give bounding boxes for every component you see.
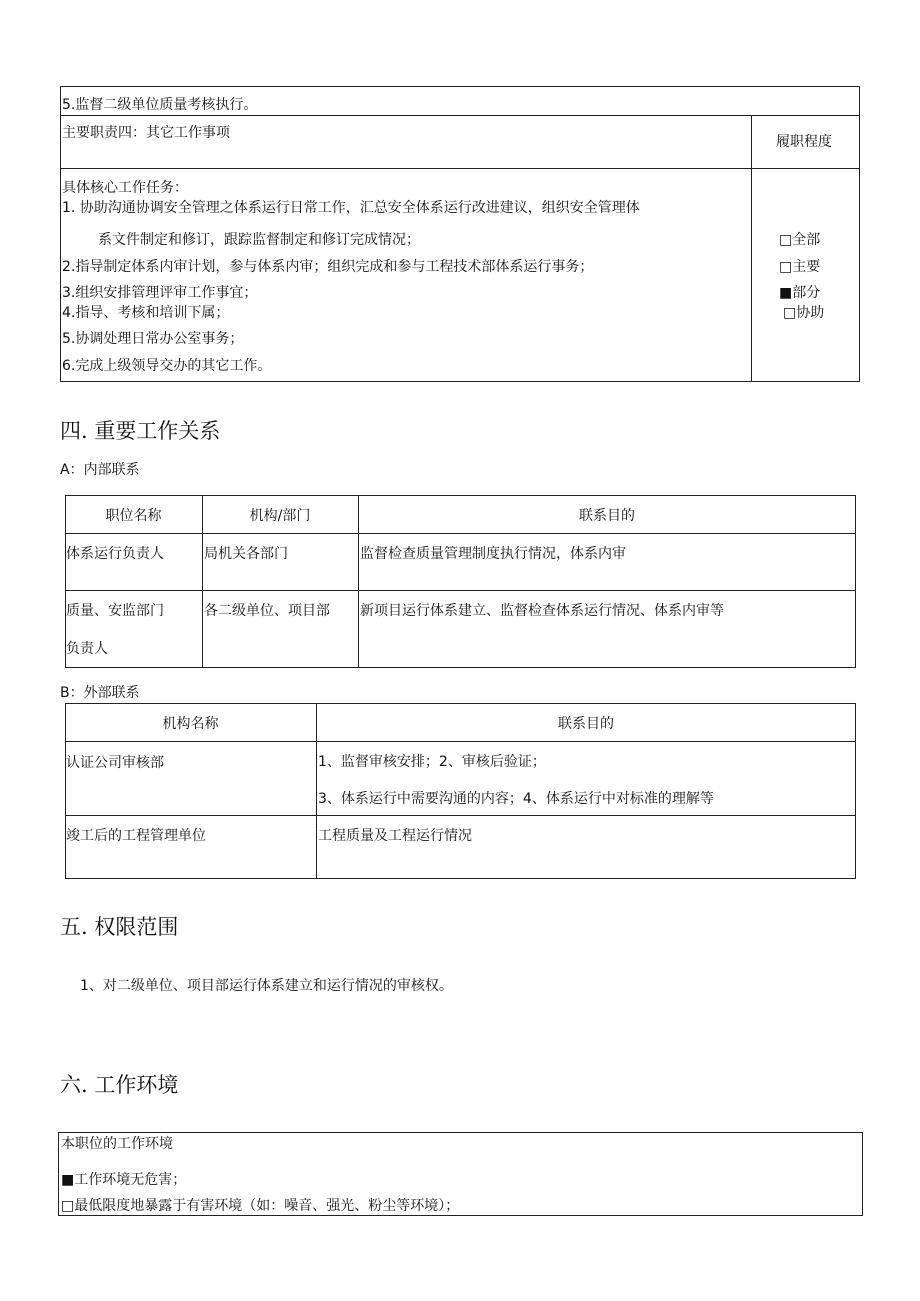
task-item: 系文件制定和修订，跟踪监督制定和修订完成情况； — [98, 232, 420, 248]
option-all-checkbox[interactable]: □全部 — [779, 232, 821, 248]
internal-header-purpose: 联系目的 — [579, 508, 635, 524]
external-header-org: 机构名称 — [162, 716, 219, 732]
table-cell: 质量、安监部门 — [66, 603, 164, 619]
divider — [751, 115, 752, 382]
environment-title: 本职位的工作环境 — [61, 1136, 173, 1152]
section5-heading: 五. 权限范围 — [60, 915, 179, 939]
section6-heading: 六. 工作环境 — [60, 1073, 179, 1097]
task-item: 1. 协助沟通协调安全管理之体系运行日常工作，汇总安全体系运行改进建议，组织安全管理体 — [62, 200, 640, 216]
table-cell: 3、体系运行中需要沟通的内容；4、体系运行中对标准的理解等 — [318, 791, 714, 807]
authority-item: 1、对二级单位、项目部运行体系建立和运行情况的审核权。 — [80, 978, 453, 994]
table-cell: 认证公司审核部 — [66, 755, 164, 771]
divider — [65, 590, 856, 591]
option-assist-checkbox[interactable]: □协助 — [783, 305, 825, 321]
section4-heading: 四. 重要工作关系 — [60, 419, 221, 443]
table-cell: 监督检查质量管理制度执行情况，体系内审 — [360, 546, 626, 562]
divider — [60, 115, 860, 116]
table-cell: 1、监督审核安排；2、审核后验证； — [318, 754, 546, 770]
divider — [65, 533, 856, 534]
table-cell: 工程质量及工程运行情况 — [318, 828, 472, 844]
tasks-title: 具体核心工作任务： — [62, 180, 188, 196]
option-partial-checkbox[interactable]: ■部分 — [779, 285, 821, 301]
environment-option-no-hazard[interactable]: ■工作环境无危害； — [61, 1172, 187, 1188]
table-cell: 体系运行负责人 — [66, 546, 164, 562]
internal-header-position: 职位名称 — [105, 508, 162, 524]
task-item: 3.组织安排管理评审工作事宜； — [62, 285, 258, 301]
table-cell: 局机关各部门 — [204, 546, 288, 562]
external-header-purpose: 联系目的 — [558, 716, 614, 732]
table-cell: 竣工后的工程管理单位 — [66, 828, 206, 844]
external-label: B：外部联系 — [60, 685, 140, 701]
table-cell: 各二级单位、项目部 — [204, 603, 330, 619]
table-cell: 负责人 — [66, 641, 108, 657]
environment-option-minimal-exposure[interactable]: □最低限度地暴露于有害环境（如：噪音、强光、粉尘等环境）； — [61, 1198, 460, 1214]
task-item: 6.完成上级领导交办的其它工作。 — [62, 358, 272, 374]
divider — [65, 741, 856, 742]
divider — [60, 168, 860, 169]
task-item: 5.协调处理日常办公室事务； — [62, 331, 244, 347]
divider — [65, 815, 856, 816]
duty-title: 主要职责四：其它工作事项 — [62, 125, 230, 141]
task-item: 2.指导制定体系内审计划，参与体系内审；组织完成和参与工程技术部体系运行事务； — [62, 259, 594, 275]
performance-header: 履职程度 — [776, 134, 832, 150]
internal-header-dept: 机构/部门 — [249, 508, 311, 524]
task-item: 4.指导、考核和培训下属； — [62, 305, 230, 321]
option-main-checkbox[interactable]: □主要 — [779, 259, 821, 275]
table-cell: 新项目运行体系建立、监督检查体系运行情况、体系内审等 — [360, 603, 724, 619]
duty-row-text: 5.监督二级单位质量考核执行。 — [62, 97, 258, 113]
internal-label: A：内部联系 — [60, 462, 140, 478]
